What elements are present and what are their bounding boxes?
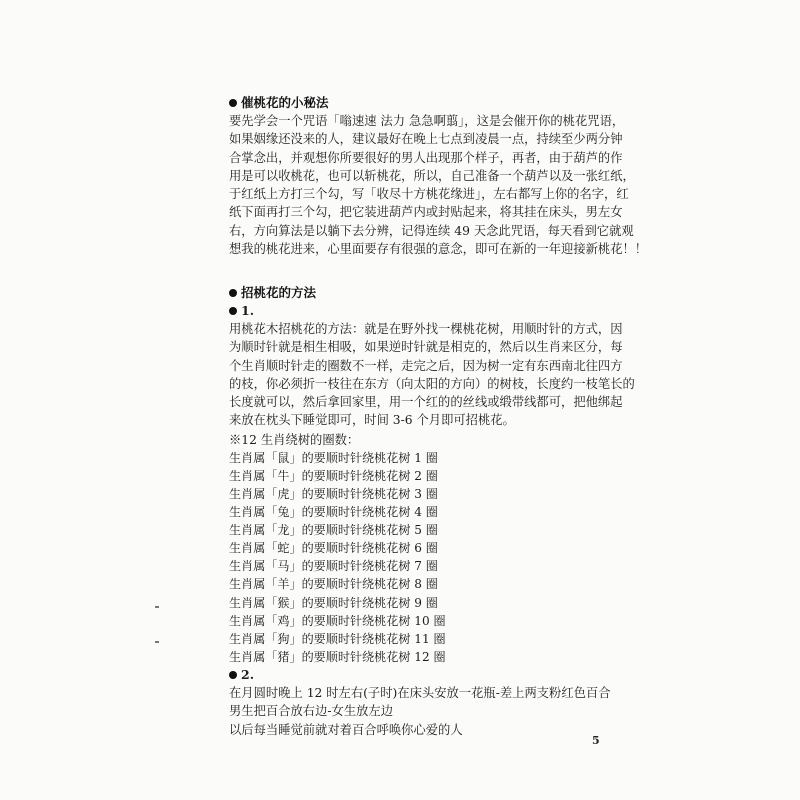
method-2-label: 2. [229, 666, 599, 684]
method-1-label: 1. [229, 302, 599, 320]
zodiac-row: 生肖属「兔」的要顺时针绕桃花树 4 圈 [229, 505, 438, 520]
paragraph-line: 要先学会一个咒语「嗡速速 法力 急急啊翦」，这是会催开你的桃花咒语， [229, 114, 625, 128]
section-heading [229, 94, 599, 112]
bullet-icon [229, 307, 237, 315]
paragraph-line: 于红纸上方打三个勾，写「收尽十方桃花缘进」，左右都写上你的名字，红 [229, 187, 629, 202]
paragraph-line: 在月圆时晚上 12 时左右(子时)在床头安放一花瓶-差上两支粉红色百合 [229, 685, 611, 700]
zodiac-row: 生肖属「鸡」的要顺时针绕桃花树 10 圈 [229, 613, 446, 628]
paragraph-line: 纸下面再打三个勾，把它装进葫芦内或封贴起来，将其挂在床头，男左女 [229, 205, 623, 220]
zodiac-row: 生肖属「猴」的要顺时针绕桃花树 9 圈 [229, 595, 438, 610]
zodiac-row: 生肖属「羊」的要顺时针绕桃花树 8 圈 [229, 577, 438, 592]
section-heading-text: 催桃花的小秘法 [241, 95, 329, 110]
paragraph-line: 用桃花木招桃花的方法：就是在野外找一棵桃花树，用顺时针的方式，因 [229, 322, 623, 336]
paragraph [229, 112, 648, 258]
bullet-icon [229, 671, 237, 679]
paragraph-line: 以后每当睡觉前就对着百合呼唤你心爱的人 [229, 722, 463, 737]
zodiac-row: 生肖属「鼠」的要顺时针绕桃花树 1 圈 [229, 450, 438, 465]
zodiac-list [229, 449, 599, 666]
paragraph-line: 男生把百合放右边-女生放左边 [229, 704, 394, 719]
paragraph-line: 想我的桃花进来，心里面要存有很强的意念，即可在新的一年迎接新桃花！！ [229, 242, 648, 257]
zodiac-row: 生肖属「马」的要顺时针绕桃花树 7 圈 [229, 559, 438, 574]
paragraph-line: 个生肖顺时针走的圈数不一样，走完之后，因为树一定有东西南北往四方 [229, 358, 623, 373]
section-love-charm-secret [229, 94, 648, 258]
page-number: 5 [592, 734, 600, 747]
scan-mark [155, 641, 159, 643]
paragraph-line: 用是可以收桃花，也可以斩桃花，所以，自己准备一个葫芦以及一张红纸， [229, 168, 635, 183]
method-2-paragraph [229, 684, 611, 740]
paragraph-line: 长度就可以，然后拿回家里，用一个红的的丝线或缎带线都可，把他绑起 [229, 395, 623, 410]
paragraph-line: 合掌念出，并观想你所要很好的男人出现那个样子，再者，由于葫芦的作 [229, 150, 623, 165]
paragraph-line: 来放在枕头下睡觉即可，时间 3-6 个月即可招桃花。 [229, 413, 515, 428]
zodiac-row: 生肖属「龙」的要顺时针绕桃花树 5 圈 [229, 523, 438, 538]
zodiac-row: 生肖属「猪」的要顺时针绕桃花树 12 圈 [229, 649, 446, 664]
section-attract-love-methods [229, 284, 635, 739]
zodiac-note: ※12 生肖绕树的圈数： [229, 432, 360, 447]
zodiac-row: 生肖属「虎」的要顺时针绕桃花树 3 圈 [229, 486, 438, 501]
section-heading [229, 284, 599, 302]
paragraph-line: 为顺时针就是相生相吸，如果逆时针就是相克的，然后以生肖来区分，每 [229, 340, 623, 355]
bullet-icon [229, 99, 237, 107]
bullet-icon [229, 289, 237, 297]
zodiac-row: 生肖属「牛」的要顺时针绕桃花树 2 圈 [229, 468, 438, 483]
zodiac-row: 生肖属「狗」的要顺时针绕桃花树 11 圈 [229, 631, 446, 646]
zodiac-row: 生肖属「蛇」的要顺时针绕桃花树 6 圈 [229, 541, 438, 556]
paragraph-line: 如果姻缘还没来的人，建议最好在晚上七点到凌晨一点，持续至少两分钟 [229, 132, 623, 147]
scan-mark [155, 606, 159, 608]
paragraph-line: 的枝，你必须折一枝往在东方（向太阳的方向）的树枝，长度约一枝笔长的 [229, 376, 635, 391]
method-1-paragraph [229, 320, 635, 430]
paragraph-line: 右，方向算法是以躺下去分辨，记得连续 49 天念此咒语，每天看到它就观 [229, 223, 634, 238]
section-heading-text: 招桃花的方法 [241, 285, 317, 300]
